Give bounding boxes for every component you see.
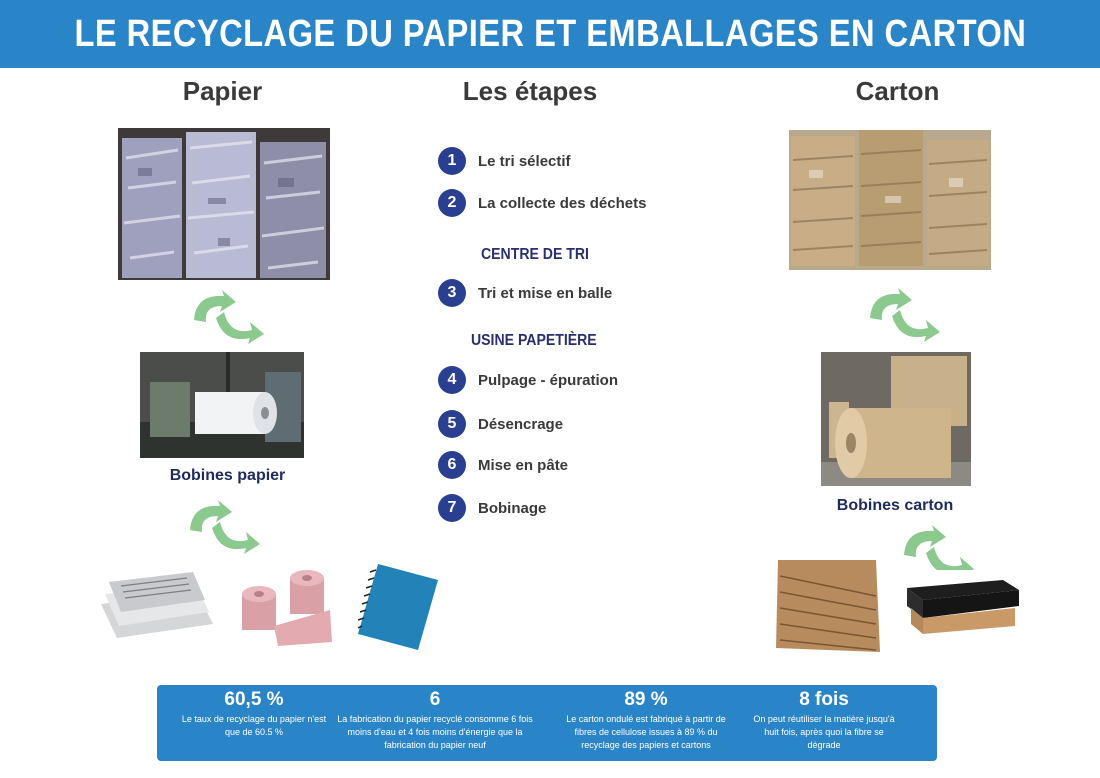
cardboard-box-image [903,570,1020,636]
paper-bales-image [118,128,330,280]
recycle-arrow-icon [186,500,264,556]
stat-value: 89 % [624,689,668,710]
step-number-badge: 2 [438,189,466,217]
step-5 [438,410,563,438]
step-label: Bobinage [478,499,547,517]
stat-reuse-count [749,689,899,752]
stat-description: Le taux de recyclage du papier n'est que de 60.5 % [181,714,327,737]
stat-corrugated-fibre [561,689,731,752]
page-title: LE RECYCLAGE DU PAPIER ET EMBALLAGES EN CARTON [74,12,1026,55]
step-number-badge: 5 [438,410,466,438]
notebook-image [358,562,438,652]
centre-de-tri-heading: CENTRE DE TRI [481,246,589,263]
step-number-badge: 4 [438,366,466,394]
title-banner [0,0,1100,68]
stat-description: La fabrication du papier recyclé consomme 6 fois moins d'eau et 4 fois moins d'énergie que la fabrication du papier neuf [337,714,533,750]
stat-value: 8 fois [799,689,849,710]
stats-panel [157,685,937,761]
stat-description: On peut réutiliser la matière jusqu'à huit fois, après quoi la fibre se dégrade [753,714,895,750]
stat-value: 6 [429,689,441,710]
carton-heading: Carton [855,76,940,106]
step-label: Mise en pâte [478,456,569,474]
stat-recycling-rate [179,689,329,739]
step-7 [438,494,546,522]
step-label: Tri et mise en balle [478,284,613,302]
step-2 [438,189,646,217]
step-1 [438,147,571,175]
step-label: Le tri sélectif [478,152,571,170]
recycle-arrow-icon [866,288,944,344]
toilet-paper-image [234,566,334,648]
step-number-badge: 7 [438,494,466,522]
step-label: La collecte des déchets [478,194,647,212]
step-number-badge: 3 [438,279,466,307]
usine-papetiere-heading: USINE PAPETIÈRE [471,332,597,349]
corrugated-sheets-image [776,556,882,656]
step-label: Désencrage [478,415,564,433]
recycle-arrow-icon [190,290,268,346]
etapes-heading: Les étapes [462,76,598,106]
bobines-papier-caption: Bobines papier [169,467,286,484]
stat-value: 60,5 % [224,689,284,710]
papier-heading: Papier [182,76,263,106]
step-label: Pulpage - épuration [478,371,619,389]
cardboard-bales-image [789,130,991,270]
cardboard-roll-image [821,352,971,486]
step-4 [438,366,618,394]
step-number-badge: 6 [438,451,466,479]
newspapers-image [97,564,217,646]
stat-description: Le carton ondulé est fabriqué à partir de fibres de cellulose issues à 89 % du recyclage des papiers et cartons [566,714,726,750]
bobines-carton-caption: Bobines carton [836,497,954,514]
step-3 [438,279,612,307]
stat-water-energy [331,689,539,752]
step-number-badge: 1 [438,147,466,175]
step-6 [438,451,568,479]
paper-roll-image [140,352,304,458]
